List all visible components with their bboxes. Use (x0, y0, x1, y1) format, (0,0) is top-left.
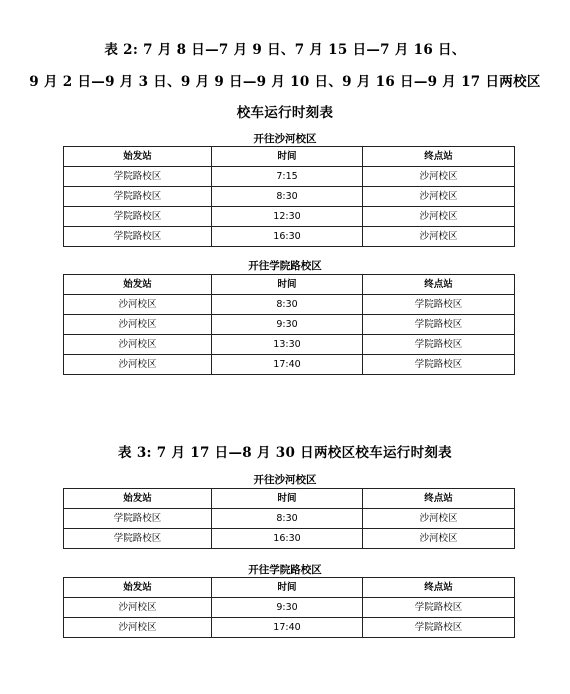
caption-to-xueyuanlu: 开往学院路校区 (248, 260, 322, 272)
header-origin: 始发站 (64, 147, 212, 167)
header-origin: 始发站 (64, 489, 212, 509)
schedule-table-to-shahe (63, 488, 515, 549)
cell-time: 9:30 (212, 598, 363, 618)
cell-time: 8:30 (212, 295, 363, 315)
cell-destination: 沙河校区 (363, 529, 515, 549)
cell-origin: 沙河校区 (64, 315, 212, 335)
table-row (64, 509, 515, 529)
table3-title: 表 3: 7 月 17 日—8 月 30 日两校区校车运行时刻表 (118, 445, 452, 461)
cell-time: 9:30 (212, 315, 363, 335)
table-header-row (64, 578, 515, 598)
header-time: 时间 (212, 275, 363, 295)
table2-title-line3: 校车运行时刻表 (236, 105, 334, 121)
table-header-row (64, 147, 515, 167)
header-time: 时间 (212, 147, 363, 167)
caption-to-shahe: 开往沙河校区 (253, 474, 317, 486)
header-time: 时间 (212, 489, 363, 509)
cell-origin: 沙河校区 (64, 335, 212, 355)
cell-destination: 沙河校区 (363, 227, 515, 247)
cell-origin: 学院路校区 (64, 187, 212, 207)
cell-time: 17:40 (212, 618, 363, 638)
cell-time: 7:15 (212, 167, 363, 187)
cell-origin: 沙河校区 (64, 295, 212, 315)
cell-time: 8:30 (212, 187, 363, 207)
table-row (64, 335, 515, 355)
cell-destination: 沙河校区 (363, 207, 515, 227)
header-destination: 终点站 (363, 275, 515, 295)
cell-origin: 学院路校区 (64, 227, 212, 247)
table-row (64, 618, 515, 638)
cell-time: 16:30 (212, 227, 363, 247)
cell-origin: 沙河校区 (64, 598, 212, 618)
schedule-table-to-shahe (63, 146, 515, 247)
cell-origin: 学院路校区 (64, 509, 212, 529)
cell-time: 8:30 (212, 509, 363, 529)
cell-origin: 学院路校区 (64, 167, 212, 187)
cell-destination: 学院路校区 (363, 295, 515, 315)
table-row (64, 315, 515, 335)
header-destination: 终点站 (363, 578, 515, 598)
cell-time: 17:40 (212, 355, 363, 375)
cell-destination: 沙河校区 (363, 187, 515, 207)
header-destination: 终点站 (363, 489, 515, 509)
table-header-row (64, 275, 515, 295)
header-destination: 终点站 (363, 147, 515, 167)
cell-destination: 学院路校区 (363, 618, 515, 638)
cell-destination: 学院路校区 (363, 335, 515, 355)
table-row (64, 207, 515, 227)
schedule-table-to-xueyuanlu (63, 274, 515, 375)
table-row (64, 355, 515, 375)
cell-destination: 学院路校区 (363, 598, 515, 618)
cell-origin: 学院路校区 (64, 529, 212, 549)
table2-title-line2: 9 月 2 日—9 月 3 日、9 月 9 日—9 月 10 日、9 月 16 日—9 月 17 日两校区 (29, 74, 541, 90)
header-origin: 始发站 (64, 578, 212, 598)
cell-origin: 学院路校区 (64, 207, 212, 227)
cell-destination: 沙河校区 (363, 167, 515, 187)
cell-destination: 学院路校区 (363, 355, 515, 375)
cell-time: 16:30 (212, 529, 363, 549)
table2-title-line1: 表 2: 7 月 8 日—7 月 9 日、7 月 15 日—7 月 16 日、 (104, 42, 466, 58)
caption-to-shahe: 开往沙河校区 (253, 133, 317, 145)
table-row (64, 598, 515, 618)
table-row (64, 187, 515, 207)
table-row (64, 167, 515, 187)
cell-destination: 沙河校区 (363, 509, 515, 529)
table-row (64, 227, 515, 247)
cell-origin: 沙河校区 (64, 618, 212, 638)
cell-destination: 学院路校区 (363, 315, 515, 335)
header-origin: 始发站 (64, 275, 212, 295)
table-row (64, 529, 515, 549)
caption-to-xueyuanlu: 开往学院路校区 (248, 564, 322, 576)
schedule-table-to-xueyuanlu (63, 577, 515, 638)
table-row (64, 295, 515, 315)
table-header-row (64, 489, 515, 509)
cell-time: 12:30 (212, 207, 363, 227)
cell-time: 13:30 (212, 335, 363, 355)
header-time: 时间 (212, 578, 363, 598)
cell-origin: 沙河校区 (64, 355, 212, 375)
